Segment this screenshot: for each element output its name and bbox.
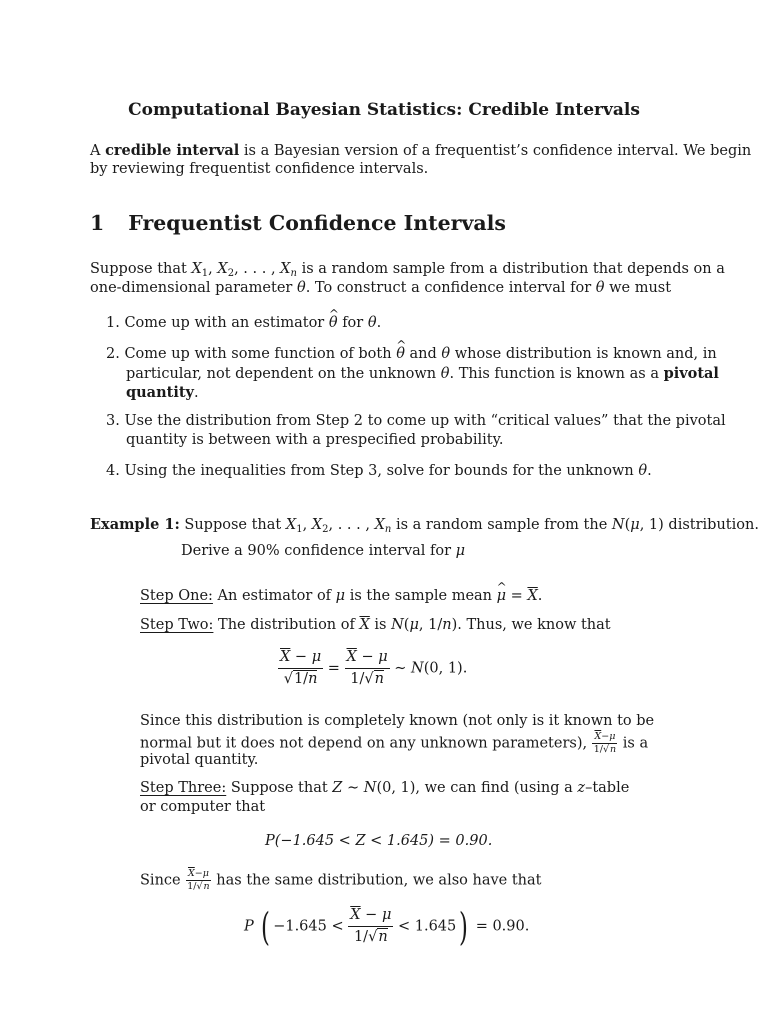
- example-label: Example 1:: [90, 516, 180, 533]
- step-3-line-2: quantity is between with a prespecified probability.: [126, 432, 504, 448]
- example-line-2: Derive a 90% confidence interval for μ: [181, 543, 466, 559]
- pivot-para-line-3: pivotal quantity.: [140, 752, 259, 768]
- step-3-line-1: 3. Use the distribution from Step 2 to come up with “critical values” that the pivotal: [106, 413, 726, 429]
- example-line-1: Example 1: Suppose that $X_1$, $X_2$, . . . , $X_n$ is a random sample from the N(μ, 1) distribution.: [90, 516, 759, 535]
- pivot-equation: $\frac{\overline{X} - \mu}{√1/n}$ = $\frac{\overline{X} - \mu}{1/√n}$ ∼ N(0, 1).: [280, 649, 468, 687]
- section-number: 1: [90, 211, 105, 235]
- step-2-line-3: quantity.: [126, 384, 199, 401]
- step-three-line-2: or computer that: [140, 799, 266, 815]
- intro-line-2: by reviewing frequentist confidence intervals.: [90, 161, 429, 177]
- para-line-2: one-dimensional parameter θ. To construct a confidence interval for θ we must: [90, 280, 672, 296]
- pivot-para-line-2: normal but it does not depend on any unknown parameters), $\frac{\overline{X}-\mu}{1/√n}$ is a: [140, 731, 649, 755]
- step-1: 1. Come up with an estimator ^ θ for θ.: [106, 314, 381, 333]
- since-line: Since $\frac{\overline{X}-\mu}{1/√n}$ has the same distribution, we also have that: [140, 868, 542, 892]
- step-one: Step One: An estimator of μ is the sample mean ^ $\mu = \overline{X}$.: [140, 587, 542, 606]
- section-heading: [90, 211, 506, 235]
- probability-equation: P(−1.645 < Z < 1.645) = 0.90.: [265, 833, 493, 849]
- step-two: Step Two: The distribution of $\overline{X}$ is N(μ, 1/n). Thus, we know that: [140, 617, 611, 633]
- credible-interval-term: credible interval: [105, 142, 240, 159]
- step-three-line-1: Step Three: Suppose that Z ∼ N(0, 1), we can find (using a z–table: [140, 780, 630, 796]
- section-title: Frequentist Confidence Intervals: [128, 211, 506, 235]
- step-2-line-2: particular, not dependent on the unknown θ. This function is known as a pivotal: [126, 365, 719, 382]
- final-equation: P ( −1.645 < $\frac{\overline{X} - \mu}{1/√n}$ < 1.645) = 0.90.: [244, 904, 530, 949]
- step-2-line-1: 2. Come up with some function of both ^ θ and θ whose distribution is known and, in: [106, 345, 717, 364]
- step-two-label: Step Two:: [140, 617, 214, 633]
- step-three-label: Step Three:: [140, 780, 227, 796]
- step-4: 4. Using the inequalities from Step 3, solve for bounds for the unknown θ.: [106, 463, 652, 479]
- intro-line-1: A credible interval is a Bayesian version of a frequentist’s confidence interval. We begin: [90, 142, 752, 159]
- para-line-1: Suppose that $X_1$, $X_2$, . . . , $X_n$ is a random sample from a distribution that depends on a: [90, 261, 725, 279]
- step-one-label: Step One:: [140, 588, 213, 604]
- page-title: Computational Bayesian Statistics: Credible Intervals: [128, 100, 640, 120]
- pivot-para-line-1: Since this distribution is completely known (not only is it known to be: [140, 713, 655, 729]
